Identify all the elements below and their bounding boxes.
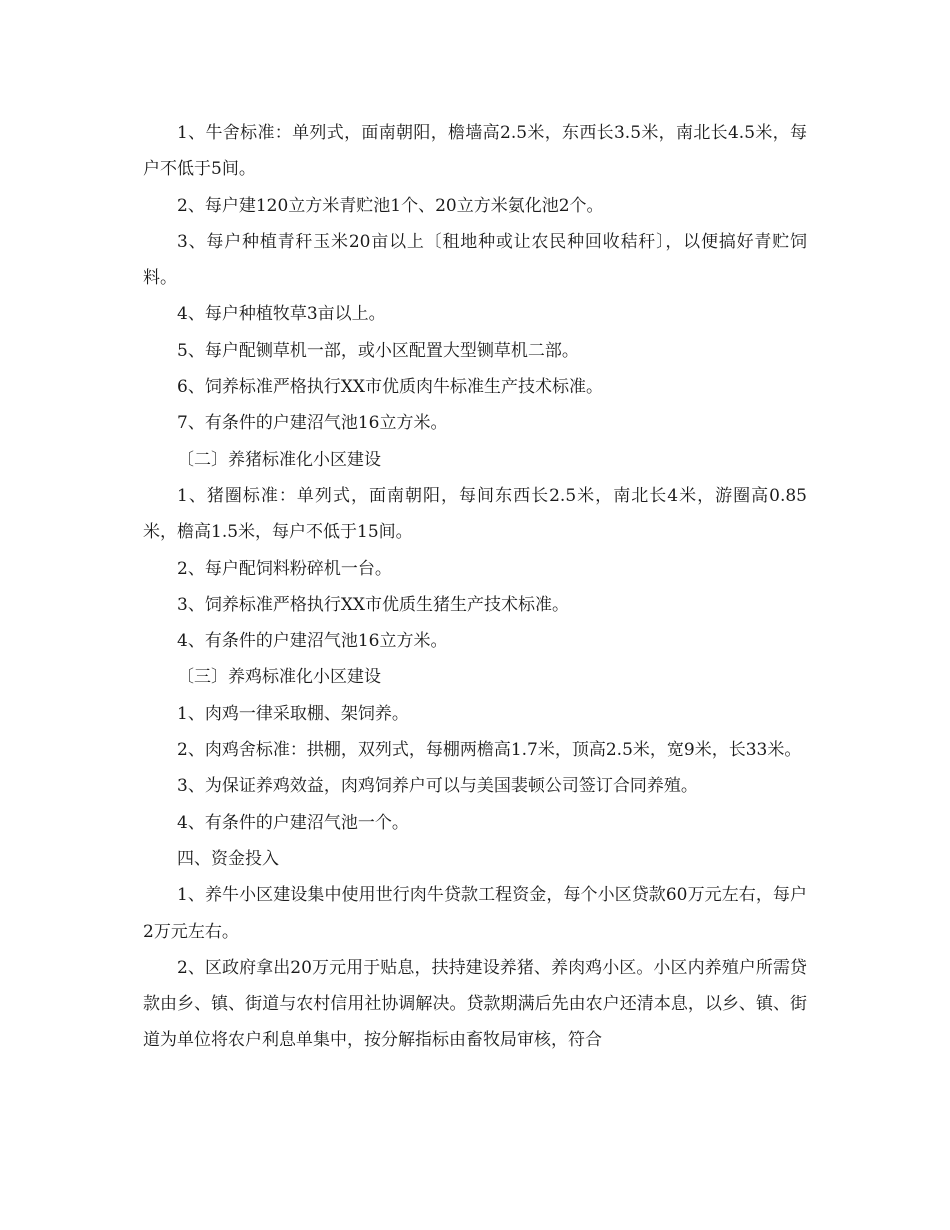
paragraph-feed-grinder: 2、每户配饲料粉碎机一台。	[177, 558, 392, 579]
section-heading-pig-district: 〔二〕养猪标准化小区建设	[177, 449, 381, 470]
paragraph-chicken-biogas: 4、有条件的户建沼气池一个。	[177, 812, 409, 833]
paragraph-chicken-rearing: 1、肉鸡一律采取棚、架饲养。	[177, 703, 409, 724]
paragraph-cattle-biogas: 7、有条件的户建沼气池16立方米。	[177, 413, 448, 434]
paragraph-silage-pit: 2、每户建120立方米青贮池1个、20立方米氨化池2个。	[177, 195, 604, 216]
paragraph-cattle-shed-standard: 1、牛舍标准：单列式，面南朝阳，檐墙高2.5米，东西长3.5米，南北长4.5米，每户不低于5间。	[143, 123, 807, 180]
paragraph-forage-grass: 4、每户种植牧草3亩以上。	[177, 304, 386, 325]
section-heading-chicken-district: 〔三〕养鸡标准化小区建设	[177, 667, 381, 688]
paragraph-hay-cutter: 5、每户配铡草机一部，或小区配置大型铡草机二部。	[177, 340, 579, 361]
paragraph-chicken-contract: 3、为保证养鸡效益，肉鸡饲养户可以与美国裴顿公司签订合同养殖。	[177, 776, 698, 797]
document-body	[143, 115, 807, 1059]
paragraph-green-corn: 3、每户种植青秆玉米20亩以上〔租地种或让农民种回收秸秆〕，以便搞好青贮饲料。	[143, 231, 807, 289]
section-heading-funding: 四、资金投入	[177, 848, 279, 869]
paragraph-interest-subsidy: 2、区政府拿出20万元用于贴息，扶持建设养猪、养肉鸡小区。小区内养殖户所需贷款由乡、镇、街道与农村信用社协调解决。贷款期满后先由农户还清本息，以乡、镇、街道为单位将农户利息单集中，按分解指标由畜牧局审核，符合	[143, 957, 807, 1051]
paragraph-cattle-feeding-standard: 6、饲养标准严格执行XX市优质肉牛标准生产技术标准。	[177, 377, 604, 398]
paragraph-pig-pen-standard: 1、猪圈标准：单列式，面南朝阳，每间东西长2.5米，南北长4米，游圈高0.85米，檐高1.5米，每户不低于15间。	[143, 485, 807, 543]
paragraph-chicken-house-standard: 2、肉鸡舍标准：拱棚，双列式，每棚两檐高1.7米，顶高2.5米，宽9米，长33米。	[177, 740, 802, 761]
paragraph-pig-biogas: 4、有条件的户建沼气池16立方米。	[177, 631, 448, 652]
paragraph-cattle-loan: 1、养牛小区建设集中使用世行肉牛贷款工程资金，每个小区贷款60万元左右，每户2万元左右。	[143, 885, 807, 942]
paragraph-pig-feeding-standard: 3、饲养标准严格执行XX市优质生猪生产技术标准。	[177, 594, 570, 615]
